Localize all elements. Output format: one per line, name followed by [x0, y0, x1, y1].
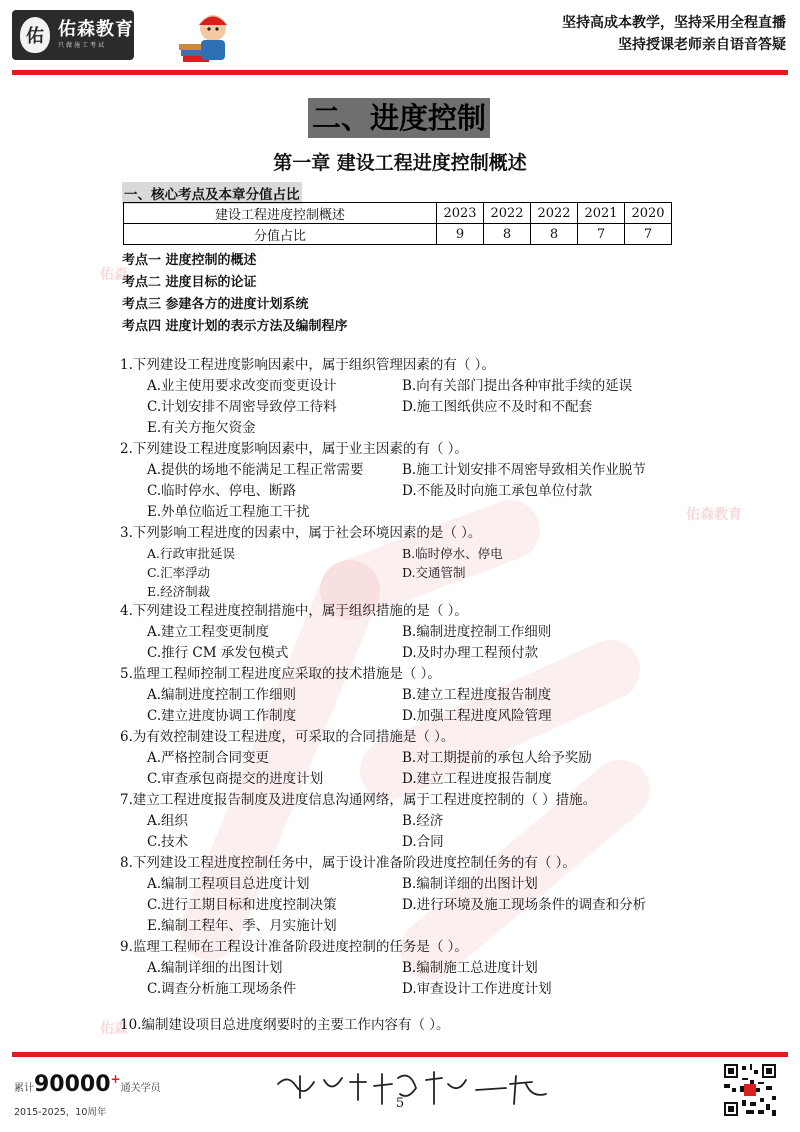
table-cell: 2021 [578, 203, 625, 224]
question-7 [120, 790, 680, 853]
option-b: B.对工期提前的承包人给予奖励 [402, 750, 592, 766]
question-2 [120, 439, 680, 523]
slogan-line-1: 坚持高成本教学，坚持采用全程直播 [562, 15, 786, 31]
option-e: E.外单位临近工程施工干扰 [147, 504, 310, 520]
option-d: D.合同 [402, 834, 444, 850]
table-cell: 2022 [484, 203, 531, 224]
table-cell: 8 [484, 224, 531, 245]
question-9 [120, 937, 680, 1000]
option-c: C.建立进度协调工作制度 [147, 708, 297, 724]
question-1 [120, 355, 680, 439]
option-b: B.编制详细的出图计划 [402, 876, 538, 892]
option-d: D.审查设计工作进度计划 [402, 981, 552, 997]
table-cell: 分值占比 [124, 224, 437, 245]
option-b: B.经济 [402, 813, 444, 829]
option-b: B.向有关部门提出各种审批手续的延误 [402, 378, 633, 394]
option-c: C.推行 CM 承发包模式 [147, 645, 289, 661]
question-stem: 6.为有效控制建设工程进度，可采取的合同措施是（ ）。 [120, 729, 455, 745]
option-d: D.加强工程进度风险管理 [402, 708, 552, 724]
brand-name: 佑森教育 [58, 19, 134, 40]
question-stem: 4.下列建设工程进度控制措施中，属于组织措施的是（ ）。 [120, 603, 468, 619]
option-b: B.编制进度控制工作细则 [402, 624, 552, 640]
option-c: C.汇率浮动 [147, 565, 211, 580]
brand-logo-mark: 佑 [20, 17, 50, 53]
option-a: A.建立工程变更制度 [147, 624, 270, 640]
question-stem: 5.监理工程师控制工程进度应采取的技术措施是（ ）。 [120, 666, 441, 682]
stats-suffix: 通关学员 [120, 1083, 161, 1094]
stats-prefix: 累计 [14, 1083, 34, 1094]
option-b: B.建立工程进度报告制度 [402, 687, 552, 703]
option-b: B.临时停水、停电 [402, 546, 503, 561]
option-a: A.严格控制合同变更 [147, 750, 270, 766]
key-points-list [122, 250, 348, 338]
header-slogan [562, 12, 786, 56]
brand-tagline: 只做施工考试 [58, 42, 107, 49]
option-d: D.施工图纸供应不及时和不配套 [402, 399, 593, 415]
option-a: A.组织 [147, 813, 189, 829]
option-e: E.经济制裁 [147, 584, 211, 599]
score-table [123, 202, 672, 245]
mascot-icon [175, 8, 235, 64]
stats-number: 90000 [34, 1072, 111, 1097]
stats-plus: + [110, 1072, 121, 1086]
option-d: D.进行环境及施工现场条件的调查和分析 [402, 897, 647, 913]
table-cell: 7 [578, 224, 625, 245]
question-8 [120, 853, 680, 937]
brand-logo [12, 10, 134, 60]
table-cell: 8 [531, 224, 578, 245]
question-stem: 3.下列影响工程进度的因素中，属于社会环境因素的是（ ）。 [120, 525, 482, 541]
option-c: C.审查承包商提交的进度计划 [147, 771, 324, 787]
section-heading: 一、核心考点及本章分值占比 [122, 182, 302, 204]
watermark-logo-icon: 佑森 [100, 267, 128, 283]
list-item: 考点一 进度控制的概述 [122, 253, 257, 268]
table-cell: 2020 [625, 203, 672, 224]
option-a: A.编制工程项目总进度计划 [147, 876, 310, 892]
qr-code-icon [722, 1062, 778, 1118]
question-stem: 8.下列建设工程进度控制任务中，属于设计准备阶段进度控制任务的有（ ）。 [120, 855, 576, 871]
question-10-stem: 10.编制建设项目总进度纲要时的主要工作内容有（ ）。 [120, 1017, 450, 1033]
option-a: A.编制进度控制工作细则 [147, 687, 297, 703]
option-c: C.进行工期目标和进度控制决策 [147, 897, 337, 913]
watermark-logo-icon: 佑森 [100, 1021, 128, 1037]
watermark-logo-icon: 佑森教育 [686, 507, 742, 523]
option-b: B.施工计划安排不周密导致相关作业脱节 [402, 462, 646, 478]
question-list [120, 355, 680, 1000]
header-divider [12, 70, 788, 75]
option-c: C.调查分析施工现场条件 [147, 981, 297, 997]
page-title: 二、进度控制 [308, 98, 490, 138]
option-d: D.建立工程进度报告制度 [402, 771, 552, 787]
table-cell: 9 [437, 224, 484, 245]
option-c: C.临时停水、停电、断路 [147, 483, 297, 499]
option-a: A.编制详细的出图计划 [147, 960, 283, 976]
question-6 [120, 727, 680, 790]
table-row [124, 224, 672, 245]
option-d: D.及时办理工程预付款 [402, 645, 539, 661]
question-stem: 9.监理工程师在工程设计准备阶段进度控制的任务是（ ）。 [120, 939, 468, 955]
table-cell: 2023 [437, 203, 484, 224]
option-a: A.行政审批延误 [147, 546, 236, 561]
question-stem: 2.下列建设工程进度影响因素中，属于业主因素的有（ ）。 [120, 441, 468, 457]
table-cell: 建设工程进度控制概述 [124, 203, 437, 224]
option-a: A.业主使用要求改变而变更设计 [147, 378, 337, 394]
list-item: 考点三 参建各方的进度计划系统 [122, 297, 309, 312]
anniversary-text: 2015-2025，10周年 [14, 1107, 107, 1118]
table-cell: 7 [625, 224, 672, 245]
option-a: A.提供的场地不能满足工程正常需要 [147, 462, 364, 478]
option-d: D.不能及时向施工承包单位付款 [402, 483, 593, 499]
question-3 [120, 523, 680, 601]
option-b: B.编制施工总进度计划 [402, 960, 538, 976]
footer-divider [12, 1052, 788, 1057]
option-e: E.编制工程年、季、月实施计划 [147, 918, 337, 934]
table-row [124, 203, 672, 224]
question-5 [120, 664, 680, 727]
question-stem: 7.建立工程进度报告制度及进度信息沟通网络，属于工程进度控制的（ ）措施。 [120, 792, 597, 808]
question-4 [120, 601, 680, 664]
table-cell: 2022 [531, 203, 578, 224]
page-number: 5 [395, 1096, 405, 1111]
student-stats [14, 1072, 161, 1097]
option-c: C.计划安排不周密导致停工待料 [147, 399, 337, 415]
slogan-line-2: 坚持授课老师亲自语音答疑 [618, 37, 786, 53]
page-header [0, 0, 800, 70]
option-e: E.有关方拖欠资金 [147, 420, 256, 436]
option-d: D.交通管制 [402, 565, 466, 580]
chapter-heading: 第一章 建设工程进度控制概述 [273, 152, 527, 174]
list-item: 考点四 进度计划的表示方法及编制程序 [122, 319, 348, 334]
list-item: 考点二 进度目标的论证 [122, 275, 257, 290]
option-c: C.技术 [147, 834, 189, 850]
question-stem: 1.下列建设工程进度影响因素中，属于组织管理因素的有（ ）。 [120, 357, 495, 373]
